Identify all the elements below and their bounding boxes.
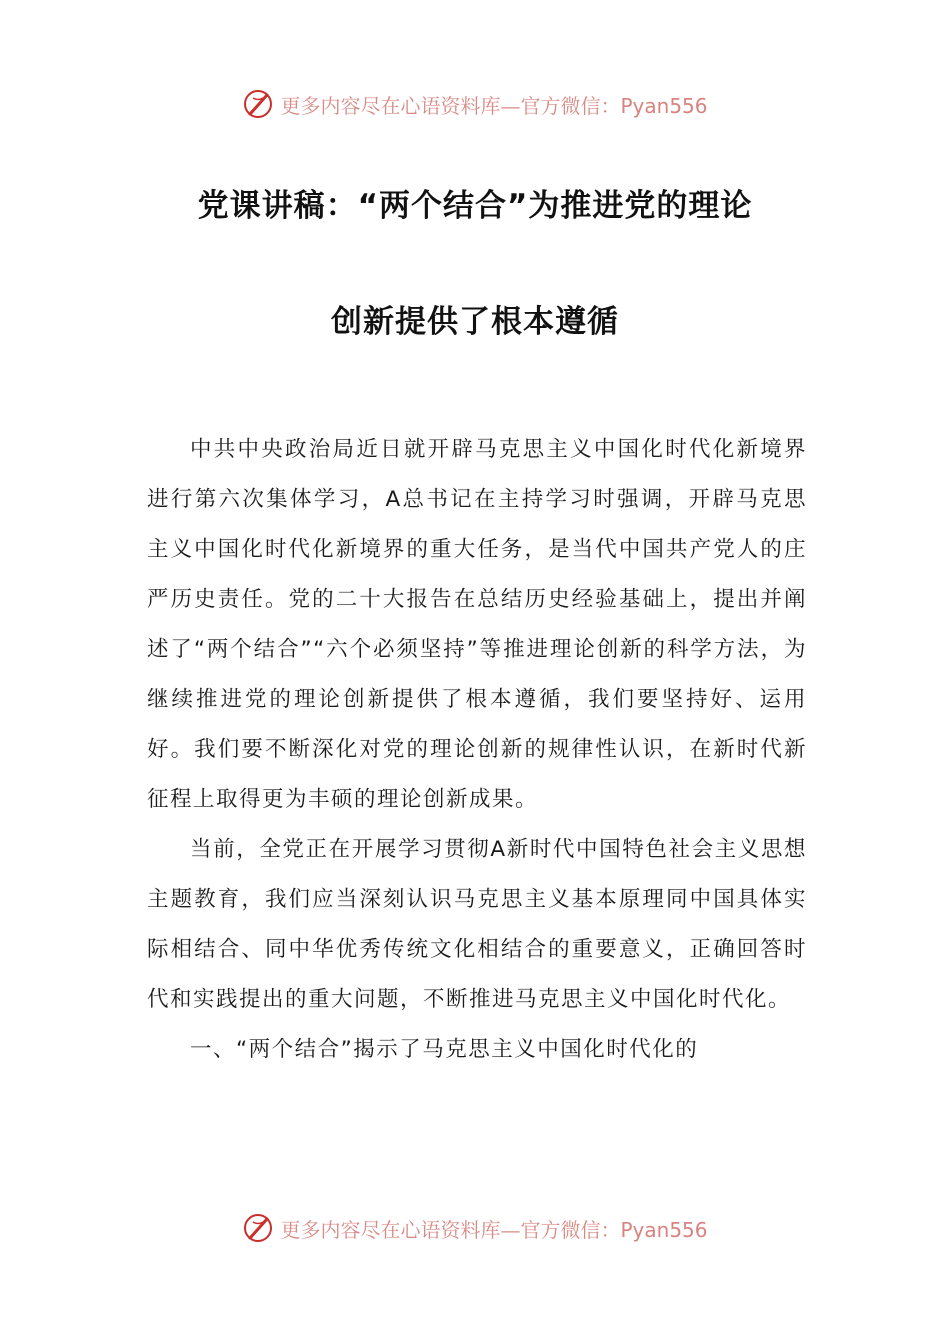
paragraph: 当前，全党正在开展学习贯彻A新时代中国特色社会主义思想主题教育，我们应当深刻认识马克思主义基本原理同中国具体实际相结合、同中华优秀传统文化相结合的重要意义，正确回答时代和实践提出的重大问题，不断推进马克思主义中国化时代化。 [147, 837, 807, 1012]
document-title-line-1: 党课讲稿：“两个结合”为推进党的理论 [197, 188, 753, 224]
watermark-text: 更多内容尽在心语资料库—官方微信：Pyan556 [280, 93, 708, 118]
paragraph: 一、“两个结合”揭示了马克思主义中国化时代化的 [190, 1037, 699, 1062]
pen-logo-icon [242, 1211, 276, 1245]
pen-logo-icon [242, 87, 276, 121]
watermark-text: 更多内容尽在心语资料库—官方微信：Pyan556 [280, 1217, 708, 1242]
paragraph: 中共中央政治局近日就开辟马克思主义中国化时代化新境界进行第六次集体学习，A总书记在主持学习时强调，开辟马克思主义中国化时代化新境界的重大任务，是当代中国共产党人的庄严历史责任。党的二十大报告在总结历史经验基础上，提出并阐述了“两个结合”“六个必须坚持”等推进理论创新的科学方法，为继续推进党的理论创新提供了根本遵循，我们要坚持好、运用好。我们要不断深化对党的理论创新的规律性认识，在新时代新征程上取得更为丰硕的理论创新成果。 [147, 437, 807, 812]
footer-watermark [0, 1208, 950, 1248]
document-title-line-2: 创新提供了根本遵循 [331, 304, 619, 340]
document-body [147, 425, 807, 1075]
header-watermark [0, 84, 950, 124]
